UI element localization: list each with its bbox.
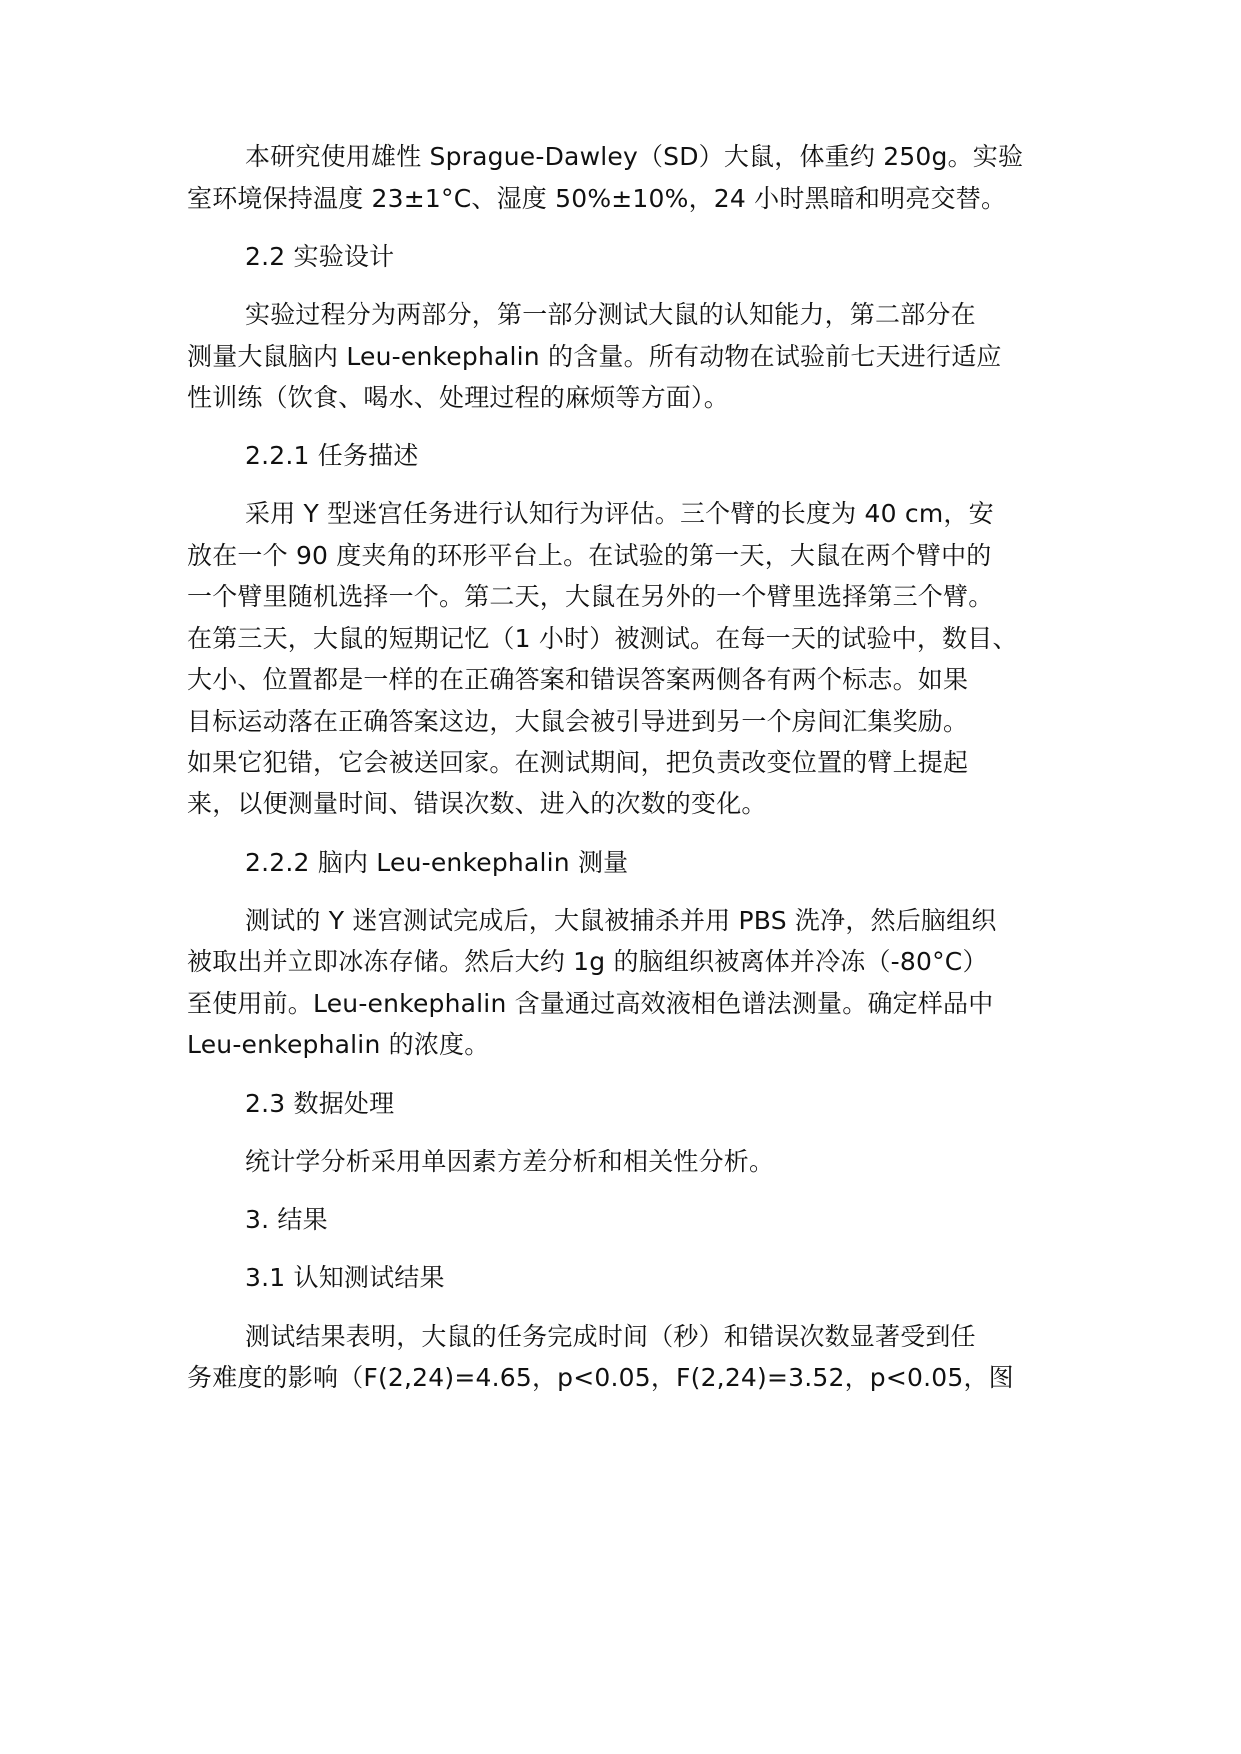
paragraph-line: 如果它犯错，它会被送回家。在测试期间，把负责改变位置的臂上提起: [187, 748, 969, 777]
paragraph-line: 放在一个 90 度夹角的环形平台上。在试验的第一天，大鼠在两个臂中的: [187, 541, 992, 570]
section-heading: 2.2 实验设计: [245, 242, 395, 271]
paragraph-line: 本研究使用雄性 Sprague-Dawley（SD）大鼠，体重约 250g。实验: [245, 142, 1024, 171]
paragraph-line: 目标运动落在正确答案这边，大鼠会被引导进到另一个房间汇集奖励。: [187, 707, 969, 736]
paragraph-line: 一个臂里随机选择一个。第二天，大鼠在另外的一个臂里选择第三个臂。: [187, 582, 994, 611]
paragraph-line: 大小、位置都是一样的在正确答案和错误答案两侧各有两个标志。如果: [187, 665, 969, 694]
paragraph-line: 统计学分析采用单因素方差分析和相关性分析。: [245, 1147, 775, 1176]
paragraph-line: 测试结果表明，大鼠的任务完成时间（秒）和错误次数显著受到任: [245, 1322, 976, 1351]
paragraph-line: 实验过程分为两部分，第一部分测试大鼠的认知能力，第二部分在: [245, 300, 976, 329]
paragraph-line: 室环境保持温度 23±1°C、湿度 50%±10%，24 小时黑暗和明亮交替。: [187, 184, 1007, 213]
paragraph-line: 被取出并立即冰冻存储。然后大约 1g 的脑组织被离体并冷冻（-80°C）: [187, 947, 988, 976]
paragraph-line: 务难度的影响（F(2,24)=4.65，p<0.05，F(2,24)=3.52，p<0.05，图: [187, 1363, 1014, 1392]
section-heading: 3.1 认知测试结果: [245, 1263, 445, 1292]
paragraph-line: 至使用前。Leu-enkephalin 含量通过高效液相色谱法测量。确定样品中: [187, 989, 994, 1018]
section-heading: 2.3 数据处理: [245, 1089, 395, 1118]
paragraph-line: 测试的 Y 迷宫测试完成后，大鼠被捕杀并用 PBS 洗净，然后脑组织: [245, 906, 997, 935]
paragraph-line: 来，以便测量时间、错误次数、进入的次数的变化。: [187, 789, 767, 818]
paragraph-line: 采用 Y 型迷宫任务进行认知行为评估。三个臂的长度为 40 cm，安: [245, 499, 994, 528]
section-heading: 2.2.2 脑内 Leu-enkephalin 测量: [245, 848, 629, 877]
paragraph-line: Leu-enkephalin 的浓度。: [187, 1030, 490, 1059]
paragraph-line: 性训练（饮食、喝水、处理过程的麻烦等方面）。: [187, 383, 729, 412]
paragraph-line: 在第三天，大鼠的短期记忆（1 小时）被测试。在每一天的试验中，数目、: [187, 624, 1018, 653]
section-heading: 3. 结果: [245, 1205, 328, 1234]
section-heading: 2.2.1 任务描述: [245, 441, 419, 470]
paragraph-line: 测量大鼠脑内 Leu-enkephalin 的含量。所有动物在试验前七天进行适应: [187, 342, 1002, 371]
